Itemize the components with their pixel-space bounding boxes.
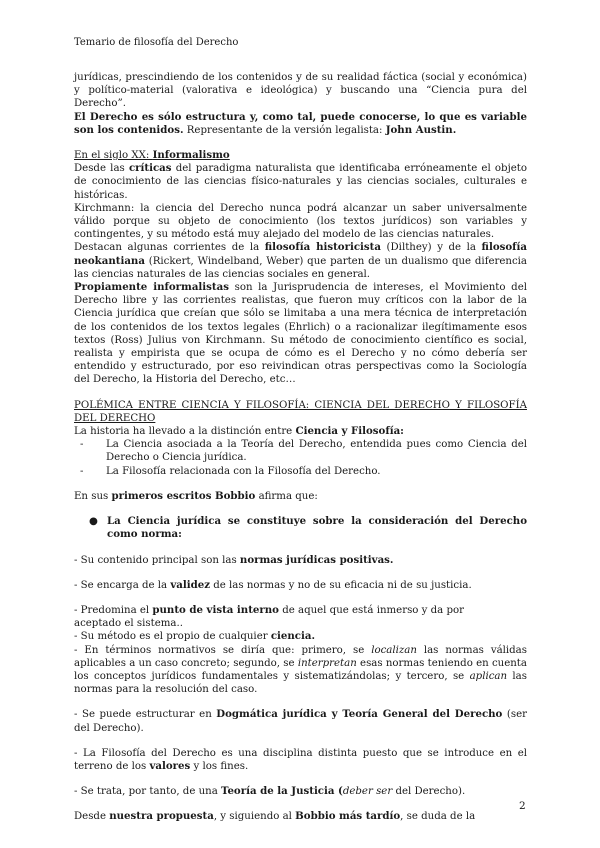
italic-run: deber ser [342,786,393,798]
line-terminos-normativos [74,644,527,697]
line-validez [74,579,527,592]
paragraph-text: jurídicas, prescindiendo de los contenidos y de su realidad fáctica (social y económica) y político-material (valorativa e ideológica) y buscando una “Ciencia pura del Derecho”. [74,72,527,110]
line-teoria-justicia [74,785,527,798]
paragraph-formalism-end [74,71,527,111]
bold-run: nuestra propuesta [109,810,214,823]
text-run: esas normas teniendo en cuenta los conceptos jurídicos fundamentales y sistematizándolas; y tercero, se [74,657,527,682]
text-run: - Se encarga de la [74,579,171,591]
paragraph-kirchmann: Kirchmann: la ciencia del Derecho nunca podrá alcanzar un saber universalmente válido porque su objeto de conocimiento (los textos jurídicos) son variables y contingentes, y su método está muy alejado del modelo de las ciencias naturales. [74,202,527,241]
text-run: Destacan algunas corrientes de la [74,242,265,254]
italic-run: localizan [371,644,417,656]
italic-run: interpretan [297,657,357,669]
bold-run: ciencia. [270,630,316,643]
bold-run: filosofía historicista [264,241,381,254]
bold-run: primeros escritos Bobbio [111,489,256,502]
line-contenido [74,554,527,567]
bold-run: críticas [128,162,172,175]
text-run: , se duda de la [400,811,476,823]
list-item: - La Ciencia asociada a la Teoría del Derecho, entendida pues como Ciencia del Derecho o Ciencia jurídica. [74,438,527,464]
line-punto-de-vista [74,604,527,617]
section-heading-polemica: POLÉMICA ENTRE CIENCIA Y FILOSOFÍA: CIENCIA DEL DERECHO Y FILOSOFÍA DEL DERECHO [74,399,527,424]
running-header: Temario de filosofía del Derecho [74,37,239,48]
text-run: - La Filosofía del Derecho es una disciplina distinta puesto que se introduce en el terreno de los [74,747,527,772]
bold-run: normas jurídicas positivas. [239,553,394,566]
bold-run: valores [149,759,191,772]
line-propuesta [74,810,527,823]
heading-lead: En el siglo XX: [74,150,153,162]
text-run: son la Jurisprudencia de intereses, el Movimiento del Derecho libre y las corrientes realistas, que fueron muy críticos con la labor de la Ciencia jurídica que creían que sólo se limitaba a una mera técnica de interpretación de los contenidos de los textos legales (Ehrlich) o a racionalizar ilegítimamente esos textos (Ross) Julius von Kirchmann. Su método de conocimiento científico es social, realista y empirista que se ocupa de cómo es el Derecho y no cómo debería ser entendido y estructurado, por eso reivindican otras perspectivas como la Sociología del Derecho, la Historia del Derecho, etc… [74,282,527,386]
text-run: Desde las [74,163,129,175]
text-run: (ser del Derecho). [74,709,527,734]
text-run: y los fines. [190,760,249,772]
text-run: - Se puede estructurar en [74,709,217,721]
bold-run: Dogmática jurídica y Teoría General del Derecho [216,708,503,721]
paragraph-historia [74,425,527,438]
line-filosofia [74,747,527,773]
bullet-text: La Ciencia jurídica se constituye sobre la consideración del Derecho como norma: [107,515,527,541]
line-estructurar [74,708,527,734]
bold-run: Teoría de la Justicia ( [221,785,343,798]
line-metodo [74,630,527,643]
paragraph-bobbio [74,490,527,503]
text-run: de aquel que está inmerso y da por [278,604,465,616]
text-run: En sus [74,490,112,502]
dash-list [74,438,527,478]
bold-run: Ciencia y Filosofía: [295,425,404,438]
bold-statement: El Derecho es sólo estructura y, como tal, puede conocerse, lo que es variable son los contenidos. [74,110,527,136]
text-run: (Rickert, Windelband, Weber) que parten de un dualismo que diferencia las ciencias naturales de las ciencias sociales en general. [74,255,527,280]
text-run: - Predomina el [74,604,153,616]
bold-run: Propiamente informalistas [74,281,229,294]
text-run: - En términos normativos se diría que: primero, se [74,644,372,656]
bold-run: punto de vista interno [152,603,279,616]
paragraph-criticas [74,162,527,202]
text-run: - Se trata, por tanto, de una [74,786,222,798]
text-run: del Derecho). [392,786,466,798]
paragraph-corrientes [74,241,527,281]
text-run: las normas para la resolución del caso. [74,670,527,696]
text-run: - Su método es el propio de cualquier [74,631,271,643]
heading-title: Informalismo [152,149,230,162]
bullet-item [74,515,527,541]
text-run: las normas válidas aplicables a un caso concreto; segundo, se [74,644,527,669]
bold-run: validez [170,578,211,591]
paragraph-text: Representante de la versión legalista: [183,124,386,136]
text-run: (Dilthey) y de la [380,242,482,254]
text-run: del paradigma naturalista que identificaba erróneamente el objeto de conocimiento de las ciencias físico-naturales y las ciencias sociales, culturales e históricas. [74,163,527,201]
bold-run: Bobbio más tardío [295,810,401,823]
text-run: , y siguiendo al [213,811,296,823]
paragraph-propiamente [74,281,527,387]
bullet-icon: ● [89,515,98,528]
list-item: - La Filosofía relacionada con la Filosofía del Derecho. [74,465,527,478]
author-name: John Austin. [385,123,457,136]
bold-run: filosofía neokantiana [74,241,528,267]
text-run: Desde [74,811,110,823]
text-run: de las normas y no de su eficacia ni de su justicia. [210,579,472,591]
paragraph-structure [74,111,527,137]
line-aceptado: aceptado el sistema.. [74,618,183,630]
section-heading-informalismo [74,149,527,162]
page-number: 2 [519,800,526,812]
italic-run: aplican [469,670,508,682]
text-run: - Su contenido principal son las [74,554,240,566]
text-run: La historia ha llevado a la distinción entre [74,426,296,438]
text-run: afirma que: [255,490,318,502]
page-body [74,71,527,824]
